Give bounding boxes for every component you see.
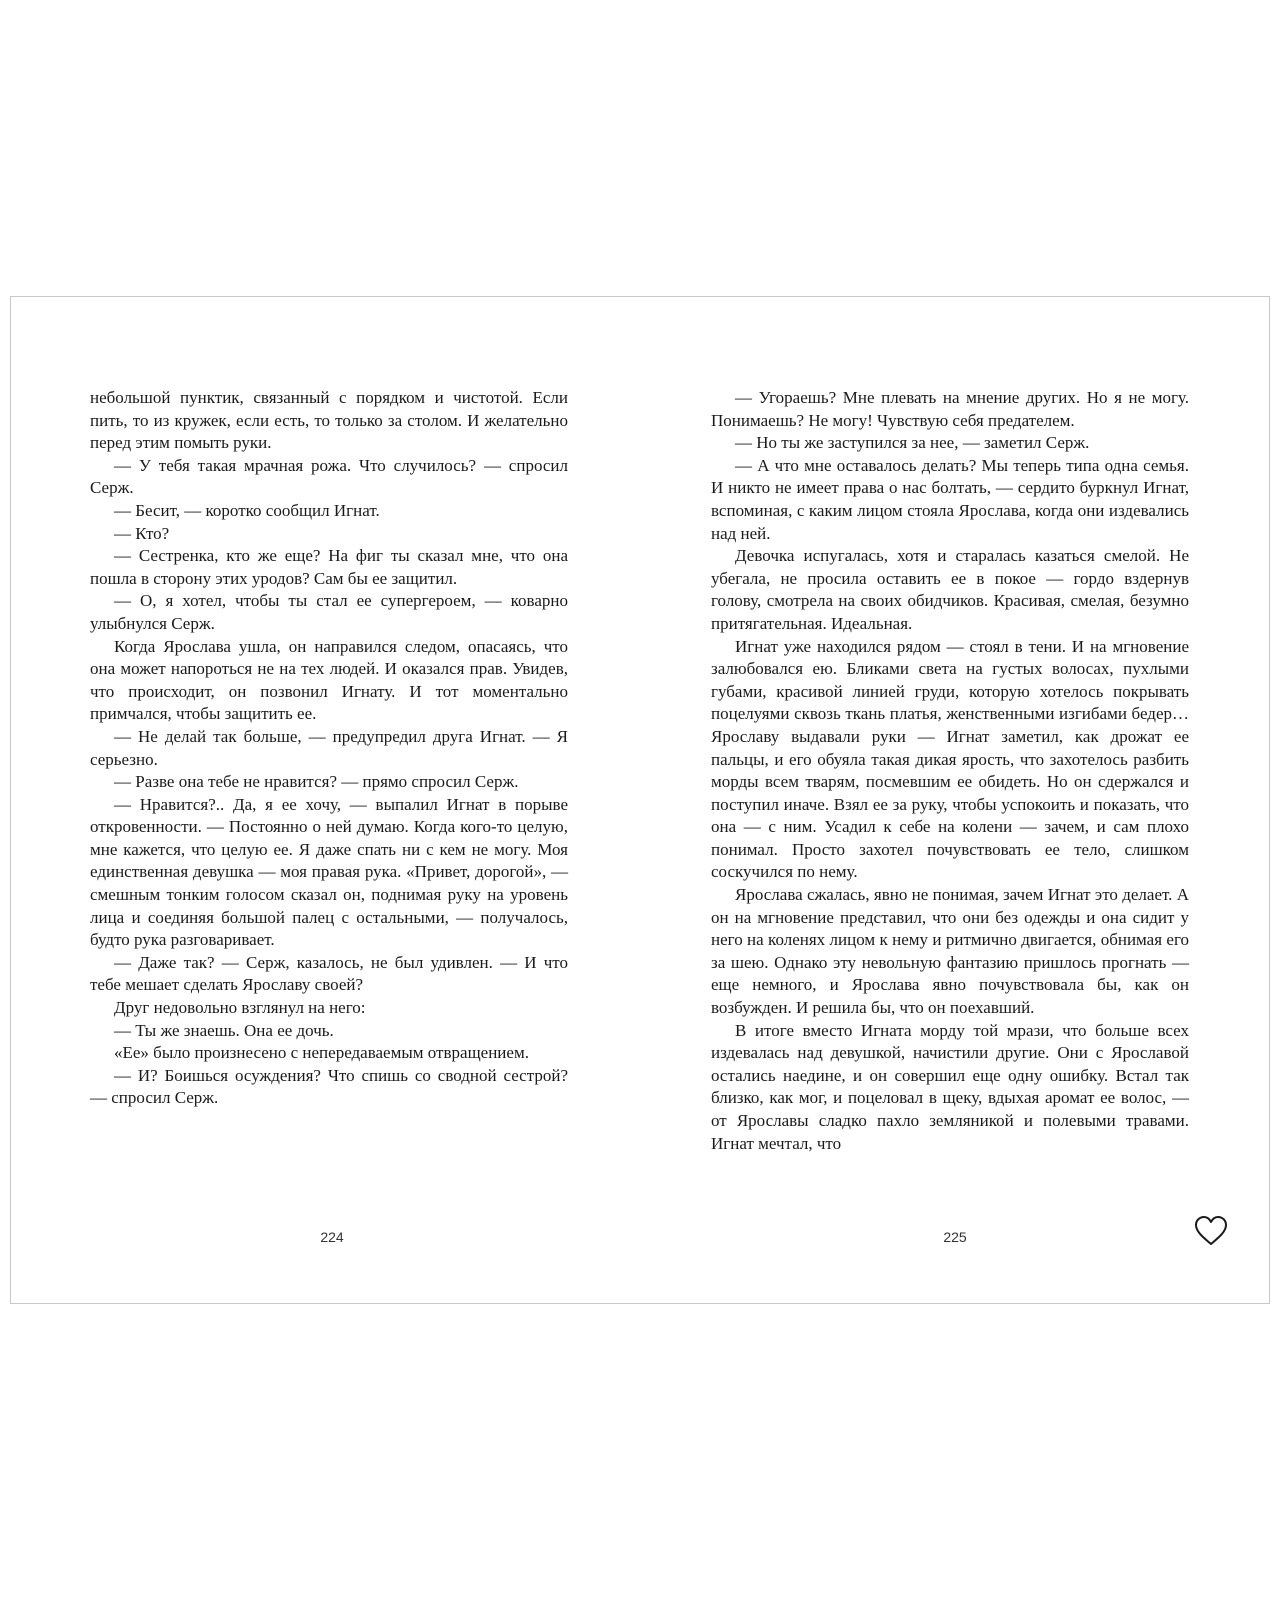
paragraph: — Бесит, — коротко сообщил Игнат. — [114, 500, 380, 520]
paragraph: — Даже так? — Серж, казалось, не был удивлен. — И что тебе мешает сделать Ярославу своей? — [90, 952, 568, 995]
book-spread — [10, 296, 1270, 1304]
paragraph: небольшой пунктик, связанный с порядком и чистотой. Если пить, то из кружек, если есть, то только за столом. И желательно перед этим помыть руки. — [90, 388, 568, 453]
right-page-text — [711, 387, 1189, 1155]
paragraph: — Не делай так больше, — предупредил друга Игнат. — Я серьезно. — [90, 726, 568, 769]
paragraph: — Ты же знаешь. Она ее дочь. — [114, 1020, 334, 1040]
paragraph: В итоге вместо Игната морду той мрази, что больше всех издевалась над девушкой, начистили другие. Они с Ярославой остались наедине, и он совершил еще одну ошибку. Встал так близко, как мог, и поцеловал в щеку, вдыхая аромат ее волос, — от Ярославы сладко пахло земляникой и полевыми травами. Игнат мечтал, что — [711, 1020, 1189, 1153]
paragraph: Игнат уже находился рядом — стоял в тени. И на мгновение залюбовался ею. Бликами света на густых волосах, пухлыми губами, красивой линией груди, которую хотелось покрывать поцелуями сквозь ткань платья, женственными изгибами бедер… Ярославу выдавали руки — Игнат заметил, как дрожат ее пальцы, и его обуяла такая дикая ярость, что захотелось разбить морды всем тварям, посмевшим ее обидеть. Но он сдержался и поступил иначе. Взял ее за руку, чтобы успокоить и показать, что она — с ним. Усадил к себе на колени — зачем, и сам плохо понимал. Просто захотел почувствовать ее тело, слишком соскучился по нему. — [711, 636, 1189, 882]
paragraph: — Угораешь? Мне плевать на мнение других. Но я не могу. Понимаешь? Не могу! Чувствую себя предателем. — [711, 388, 1189, 430]
paragraph: Когда Ярослава ушла, он направился следом, опасаясь, что она может напороться не на тех людей. И оказался прав. Увидев, что происходит, он позвонил Игнату. И тот моментально примчался, чтобы защитить ее. — [90, 636, 568, 724]
paragraph: — Но ты же заступился за нее, — заметил Серж. — [735, 433, 1090, 453]
paragraph: — Кто? — [114, 523, 170, 543]
left-page-number: 224 — [320, 1229, 344, 1245]
paragraph: — Сестренка, кто же еще? На фиг ты сказал мне, что она пошла в сторону этих уродов? Сам бы ее защитил. — [90, 546, 568, 588]
paragraph: Ярослава сжалась, явно не понимая, зачем Игнат это делает. А он на мгновение представил, что они без одежды и она сидит у него на коленях лицом к нему и ритмично двигается, обнимая его за шею. Однако эту невольную фантазию пришлось прогнать — еще немного, и Ярослава явно почувствовала бы, как он возбужден. И решила бы, что он поехавший. — [711, 885, 1189, 1018]
paragraph: — О, я хотел, чтобы ты стал ее супергероем, — коварно улыбнулся Серж. — [90, 591, 568, 633]
paragraph: — И? Боишься осуждения? Что спишь со сводной сестрой? — спросил Серж. — [90, 1065, 568, 1108]
right-page-number: 225 — [943, 1229, 967, 1245]
paragraph: — Разве она тебе не нравится? — прямо спросил Серж. — [114, 772, 519, 792]
left-page-text — [90, 387, 568, 1110]
paragraph: — Нравится?.. Да, я ее хочу, — выпалил Игнат в порыве откровенности. — Постоянно о ней думаю. Когда кого-то целую, мне кажется, что целую ее. Я даже спать ни с кем не могу. Моя единственная девушка — моя правая рука. «Привет, дорогой», — смешным тонким голосом сказал он, поднимая руку на уровень лица и соединяя большой палец с остальными, — получалось, будто рука разговаривает. — [90, 794, 568, 950]
paragraph: Девочка испугалась, хотя и старалась казаться смелой. Не убегала, не просила оставить ее в покое — гордо вздернув голову, смотрела на своих обидчиков. Красивая, смелая, безумно притягательная. Идеальная. — [711, 546, 1189, 633]
paragraph: — У тебя такая мрачная рожа. Что случилось? — спросил Серж. — [90, 455, 568, 498]
paragraph: Друг недовольно взглянул на него: — [114, 998, 366, 1018]
heart-icon — [1194, 1215, 1228, 1247]
paragraph: — А что мне оставалось делать? Мы теперь типа одна семья. И никто не имеет права о нас болтать, — сердито буркнул Игнат, вспоминая, с каким лицом стояла Ярослава, когда они издевались над ней. — [711, 455, 1189, 543]
paragraph: «Ее» было произнесено с непередаваемым отвращением. — [114, 1043, 529, 1063]
